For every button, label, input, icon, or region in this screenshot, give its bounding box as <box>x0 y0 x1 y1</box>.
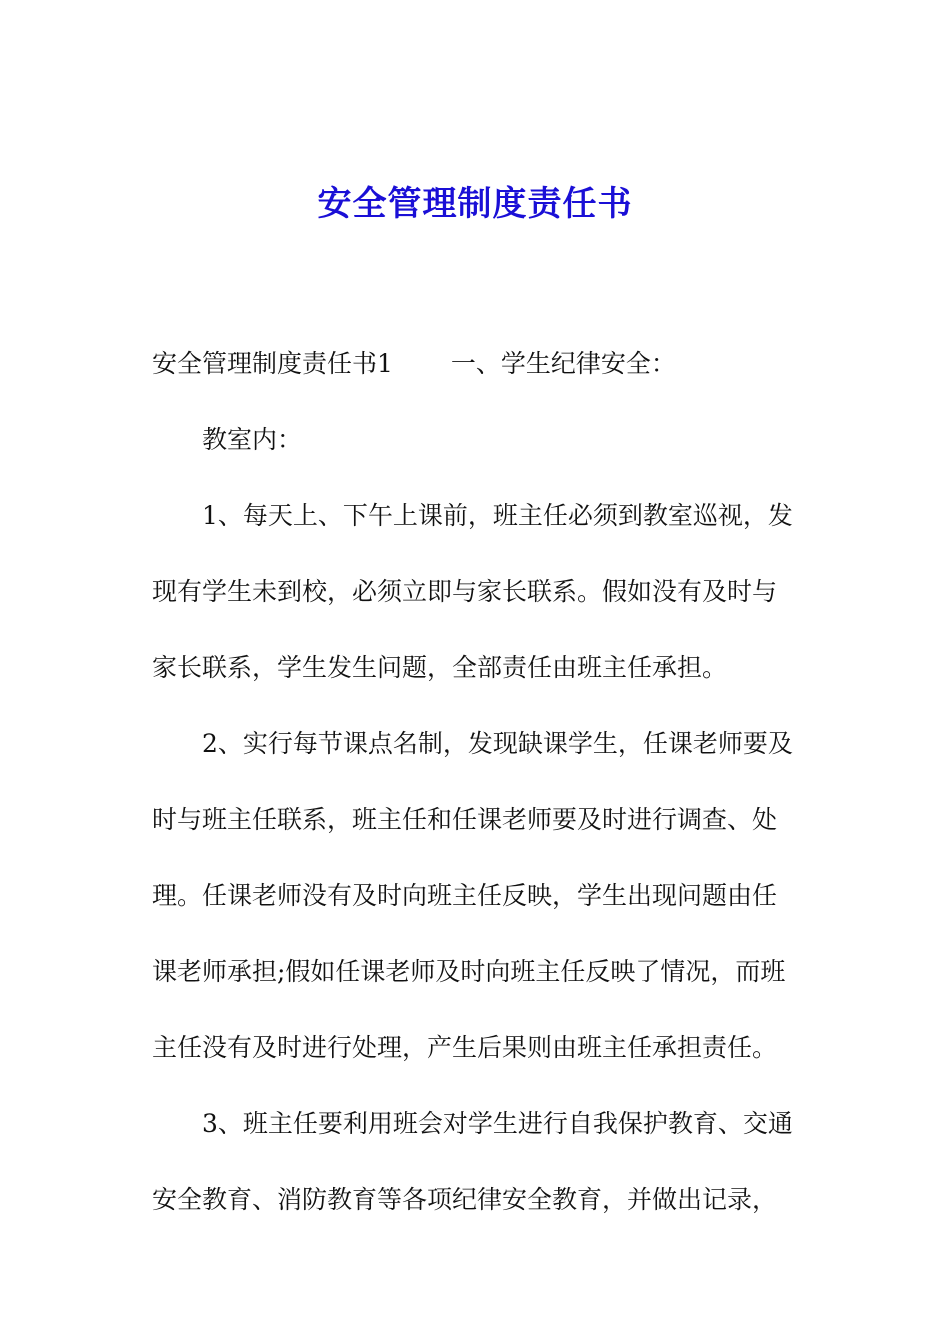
paragraph-line: 现有学生未到校，必须立即与家长联系。假如没有及时与 <box>152 577 778 606</box>
paragraph-line: 时与班主任联系，班主任和任课老师要及时进行调查、处 <box>152 805 778 834</box>
paragraph-line: 1、每天上、下午上课前，班主任必须到教室巡视，发 <box>202 501 793 530</box>
paragraph-line: 教室内： <box>202 425 303 454</box>
document-title: 安全管理制度责任书 <box>317 184 633 224</box>
document-body <box>152 326 812 1238</box>
paragraph-line: 主任没有及时进行处理，产生后果则由班主任承担责任。 <box>152 1033 778 1062</box>
heading-line <box>152 326 812 402</box>
paragraph-line: 3、班主任要利用班会对学生进行自我保护教育、交通 <box>202 1109 793 1138</box>
paragraph-line: 课老师承担;假如任课老师及时向班主任反映了情况，而班 <box>152 957 786 986</box>
paragraph-line: 安全教育、消防教育等各项纪律安全教育，并做出记录， <box>152 1185 778 1214</box>
heading-label: 安全管理制度责任书1 <box>152 349 393 378</box>
paragraph-line: 家长联系，学生发生问题，全部责任由班主任承担。 <box>152 653 728 682</box>
paragraph-line: 2、实行每节课点名制，发现缺课学生，任课老师要及 <box>202 729 793 758</box>
section-title: 一、学生纪律安全： <box>450 349 676 378</box>
paragraph-line: 理。任课老师没有及时向班主任反映，学生出现问题由任 <box>152 881 778 910</box>
